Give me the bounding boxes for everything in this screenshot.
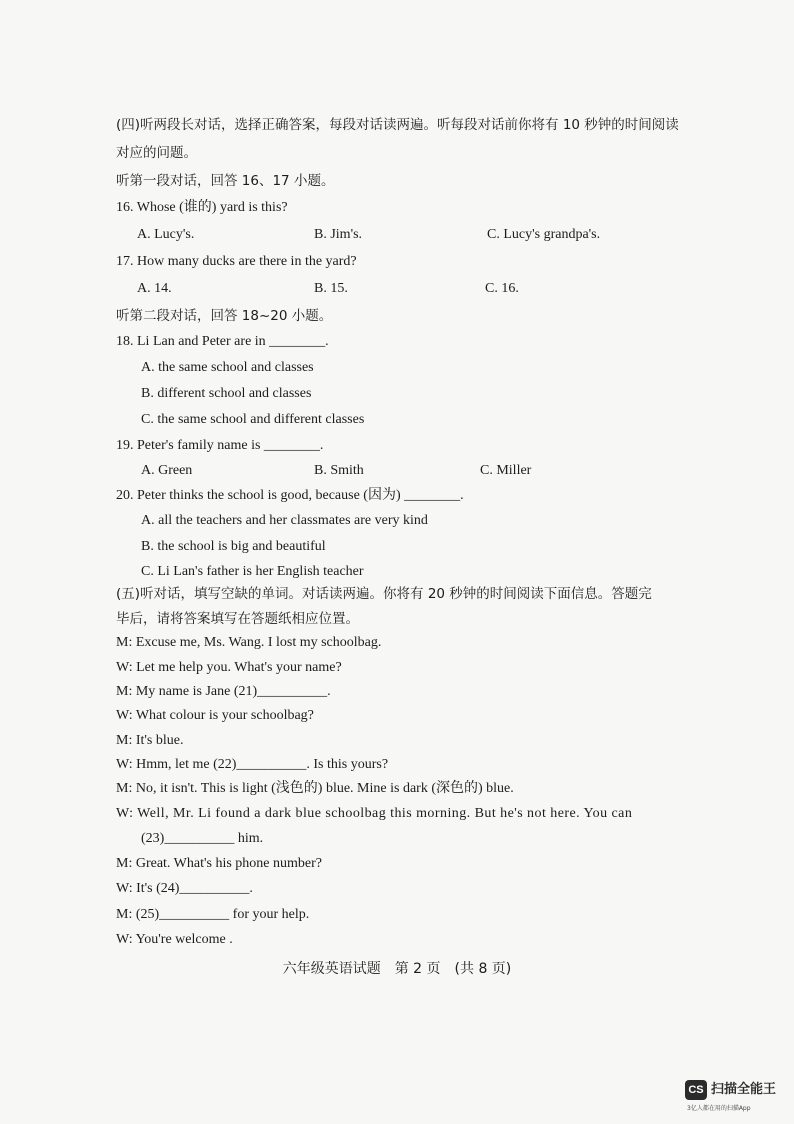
q18-option-a: A. the same school and classes [141, 360, 314, 375]
q18-option-b: B. different school and classes [141, 386, 312, 401]
q17-option-a: A. 14. [137, 281, 172, 296]
dialogue-line: (23)__________ him. [141, 831, 264, 846]
question-19-stem: 19. Peter's family name is ________. [116, 438, 324, 453]
question-20-stem: 20. Peter thinks the school is good, because (因为) ________. [116, 488, 464, 503]
watermark-subtitle: 3亿人都在用的扫描App [687, 1105, 751, 1112]
page-footer: 六年级英语试题 第 2 页 (共 8 页) [282, 961, 512, 977]
dialogue-line: W: It's (24)__________. [116, 881, 253, 896]
dialogue-line: M: Excuse me, Ms. Wang. I lost my schoolbag. [116, 635, 382, 650]
q17-option-c: C. 16. [485, 281, 519, 296]
dialogue-line: W: What colour is your schoolbag? [116, 708, 314, 723]
q20-option-a: A. all the teachers and her classmates are very kind [141, 513, 428, 528]
dialogue-line: W: Let me help you. What's your name? [116, 660, 342, 675]
q20-option-c: C. Li Lan's father is her English teacher [141, 564, 364, 579]
q19-option-a: A. Green [141, 463, 193, 478]
dialogue-line: M: (25)__________ for your help. [116, 907, 310, 922]
question-18-stem: 18. Li Lan and Peter are in ________. [116, 334, 329, 349]
dialogue-line: W: Hmm, let me (22)__________. Is this yours? [116, 757, 389, 772]
watermark-name: 扫描全能王 [711, 1082, 777, 1097]
camscanner-watermark [685, 1080, 785, 1116]
dialog2-intro: 听第二段对话，回答 18~20 小题。 [116, 308, 333, 324]
q19-option-c: C. Miller [480, 463, 532, 478]
q16-option-b: B. Jim's. [314, 227, 363, 242]
dialog1-intro: 听第一段对话，回答 16、17 小题。 [116, 173, 335, 189]
q16-option-a: A. Lucy's. [137, 227, 195, 242]
question-17-stem: 17. How many ducks are there in the yard? [116, 254, 357, 269]
q19-option-b: B. Smith [314, 463, 364, 478]
q17-option-b: B. 15. [314, 281, 348, 296]
section5-instruction-line2: 毕后，请将答案填写在答题纸相应位置。 [116, 611, 359, 627]
q18-option-c: C. the same school and different classes [141, 412, 365, 427]
dialogue-line: M: No, it isn't. This is light (浅色的) blue. Mine is dark (深色的) blue. [116, 781, 514, 796]
dialogue-line: M: Great. What's his phone number? [116, 856, 322, 871]
section4-instruction-line1: (四)听两段长对话，选择正确答案，每段对话读两遍。听每段对话前你将有 10 秒钟的时间阅读 [116, 117, 679, 133]
section4-instruction-line2: 对应的问题。 [116, 145, 197, 161]
dialogue-line: M: My name is Jane (21)__________. [116, 684, 331, 699]
dialogue-line: W: Well, Mr. Li found a dark blue schoolbag this morning. But he's not here. You can [116, 806, 633, 821]
q16-option-c: C. Lucy's grandpa's. [487, 227, 601, 242]
dialogue-line: M: It's blue. [116, 733, 184, 748]
camscanner-logo-icon: CS [685, 1080, 707, 1100]
section5-instruction-line1: (五)听对话，填写空缺的单词。对话读两遍。你将有 20 秒钟的时间阅读下面信息。答题完 [116, 586, 652, 602]
q20-option-b: B. the school is big and beautiful [141, 539, 326, 554]
question-16-stem: 16. Whose (谁的) yard is this? [116, 200, 288, 215]
dialogue-line: W: You're welcome . [116, 932, 233, 947]
